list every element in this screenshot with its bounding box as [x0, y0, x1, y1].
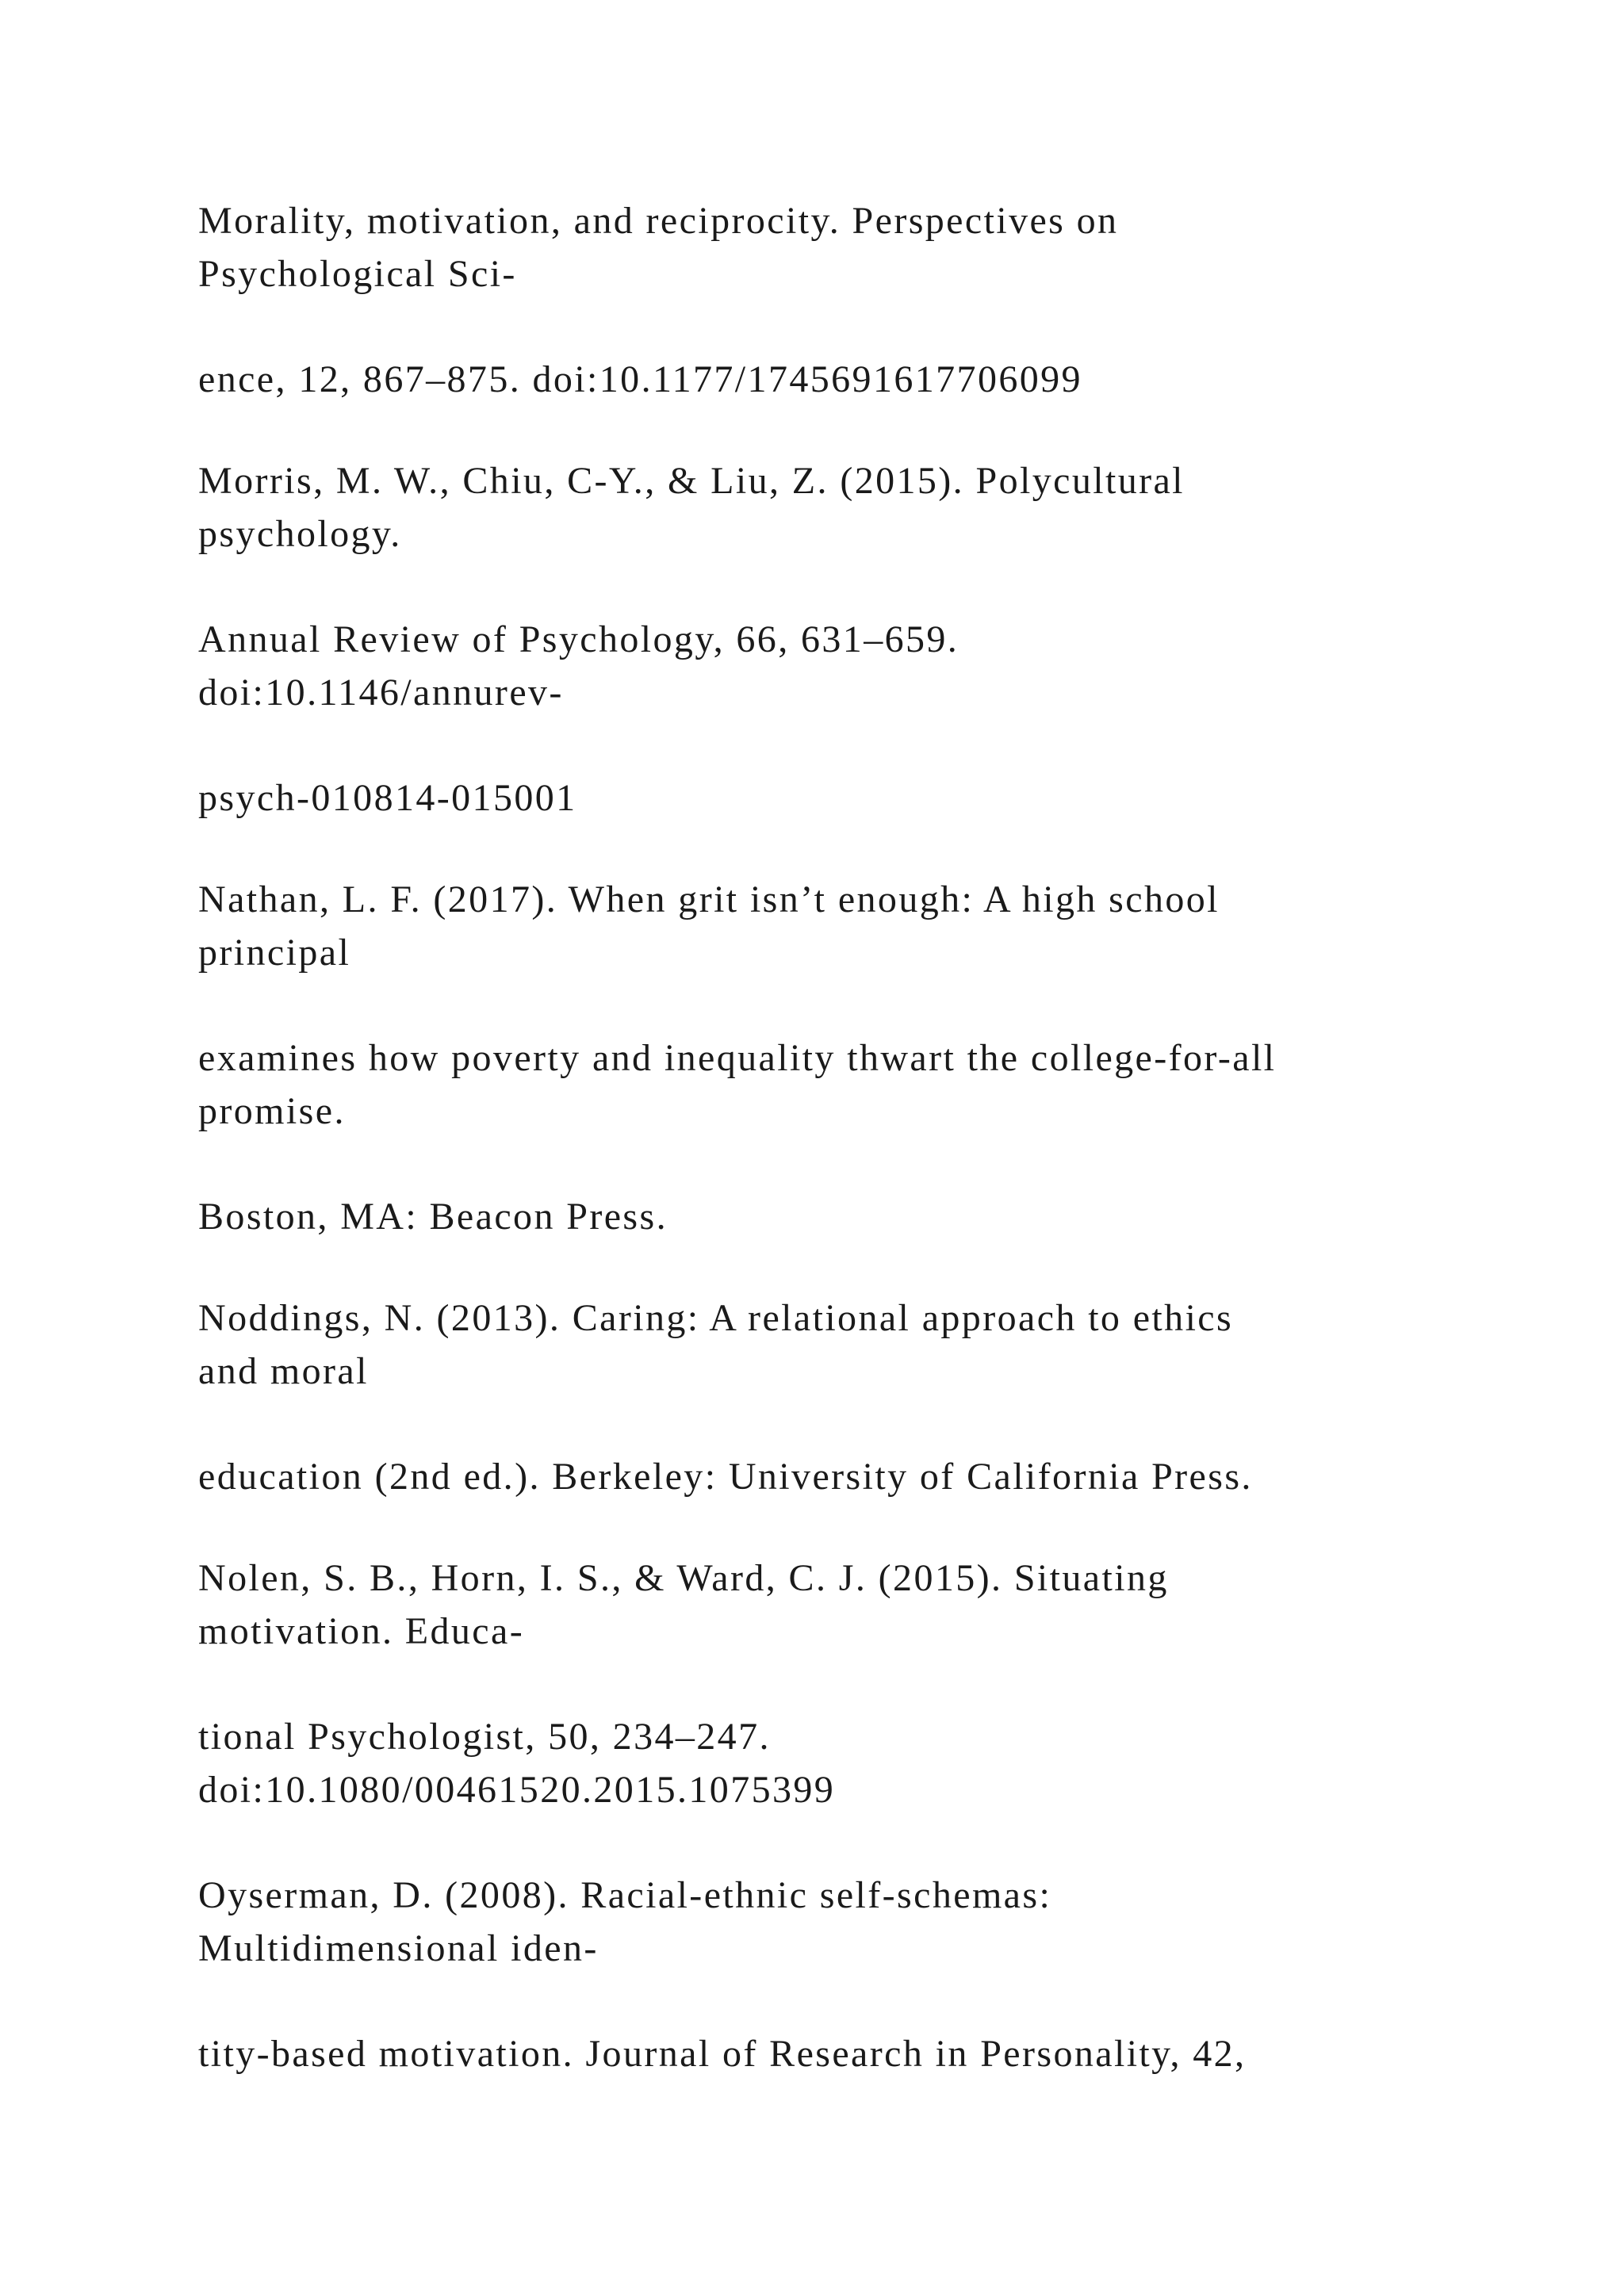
text-line: Oyserman, D. (2008). Racial-ethnic self-schemas:: [198, 1874, 1052, 1916]
reference-paragraph: [198, 873, 1467, 979]
text-line: Morality, motivation, and reciprocity. Perspectives on: [198, 200, 1119, 242]
reference-paragraph: [198, 1869, 1467, 1975]
text-line: Psychological Sci-: [198, 253, 517, 295]
text-line: psychology.: [198, 513, 402, 555]
text-line: education (2nd ed.). Berkeley: University of California Press.: [198, 1456, 1253, 1498]
text-line: tional Psychologist, 50, 234–247.: [198, 1716, 771, 1758]
text-line: Boston, MA: Beacon Press.: [198, 1196, 668, 1238]
reference-paragraph: [198, 194, 1467, 300]
text-line: principal: [198, 932, 351, 974]
text-line: ence, 12, 867–875. doi:10.1177/1745691617706099: [198, 358, 1082, 400]
text-line: doi:10.1146/annurev-: [198, 672, 564, 714]
text-line: and moral: [198, 1350, 369, 1392]
text-line: psych-010814-015001: [198, 777, 577, 819]
text-line: Nolen, S. B., Horn, I. S., & Ward, C. J. (2015). Situating: [198, 1557, 1169, 1599]
reference-paragraph: [198, 353, 1467, 406]
reference-paragraph: [198, 454, 1467, 561]
text-line: tity-based motivation. Journal of Research in Personality, 42,: [198, 2033, 1247, 2075]
text-line: Morris, M. W., Chiu, C-Y., & Liu, Z. (2015). Polycultural: [198, 460, 1185, 502]
text-line: Annual Review of Psychology, 66, 631–659.: [198, 618, 959, 660]
text-line: Noddings, N. (2013). Caring: A relational approach to ethics: [198, 1297, 1234, 1339]
text-line: motivation. Educa-: [198, 1610, 525, 1652]
reference-paragraph: [198, 1190, 1467, 1243]
reference-paragraph: [198, 1031, 1467, 1138]
reference-paragraph: [198, 771, 1467, 825]
reference-paragraph: [198, 613, 1467, 719]
text-line: Nathan, L. F. (2017). When grit isn’t enough: A high school: [198, 878, 1220, 920]
reference-paragraph: [198, 1710, 1467, 1816]
text-line: examines how poverty and inequality thwart the college-for-all: [198, 1037, 1277, 1079]
reference-paragraph: [198, 2027, 1467, 2080]
reference-paragraph: [198, 1450, 1467, 1503]
text-line: Multidimensional iden-: [198, 1927, 599, 1969]
reference-paragraph: [198, 1552, 1467, 1658]
reference-paragraph: [198, 1292, 1467, 1398]
text-line: promise.: [198, 1090, 346, 1132]
text-line: doi:10.1080/00461520.2015.1075399: [198, 1769, 836, 1811]
